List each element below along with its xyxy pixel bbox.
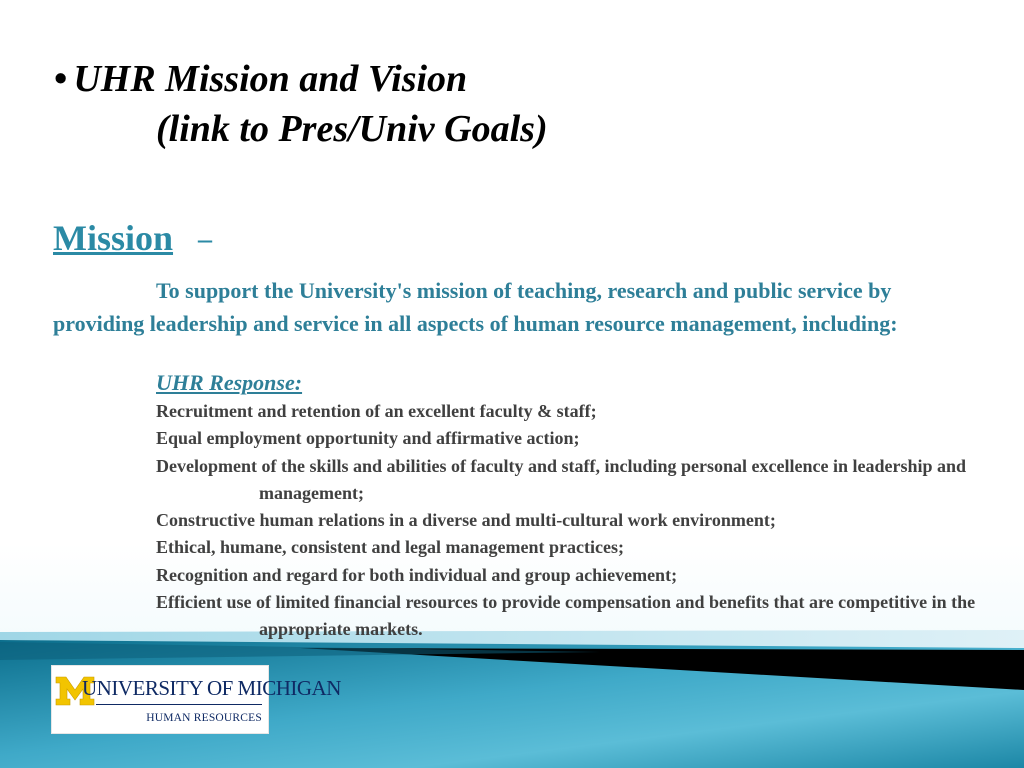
heading-title: UHR Mission and Vision — [73, 58, 468, 100]
slide-heading — [54, 54, 548, 154]
list-item: Ethical, humane, consistent and legal management practices; — [156, 537, 624, 558]
heading-subtitle: (link to Pres/Univ Goals) — [156, 108, 548, 150]
list-item: Recognition and regard for both individual and group achievement; — [156, 564, 678, 585]
response-title: UHR Response: — [156, 370, 303, 395]
list-item: Constructive human relations in a diverse and multi-cultural work environment; — [156, 510, 776, 531]
list-item: Development of the skills and abilities of faculty and staff, including personal excellence in leadership and management; — [156, 455, 967, 503]
list-item: Efficient use of limited financial resources to provide compensation and benefits that are competitive in the appropriate markets. — [156, 592, 976, 640]
mission-statement: To support the University's mission of teaching, research and public service by providing leadership and service in all aspects of human resource management, including: — [53, 278, 898, 336]
heading-line-1 — [54, 54, 548, 104]
university-logo — [51, 665, 341, 734]
list-item: Recruitment and retention of an excellent faculty & staff; — [156, 401, 597, 421]
response-list — [156, 398, 1006, 644]
logo-divider — [96, 704, 262, 705]
mission-dash: – — [198, 224, 212, 255]
list-item: Equal employment opportunity and affirmative action; — [156, 428, 580, 449]
bullet-glyph: • — [54, 58, 68, 100]
mission-label: Mission — [53, 218, 174, 258]
logo-university-name: UNIVERSITY OF MICHIGAN — [82, 676, 341, 700]
logo-department: HUMAN RESOURCES — [146, 712, 262, 724]
